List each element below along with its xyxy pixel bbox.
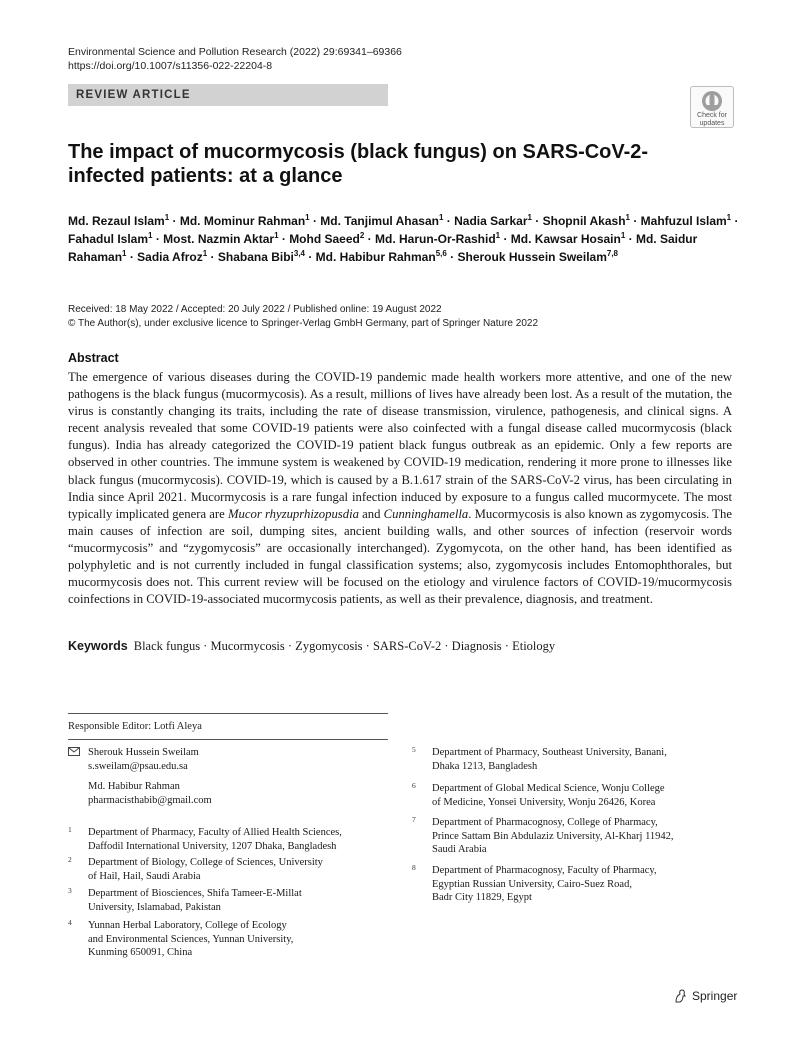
affiliation-line: Prince Sattam Bin Abdulaziz University, Al-Kharj 11942, [432, 830, 674, 842]
affiliation-text [88, 887, 378, 914]
author-affiliation-marker: 5,6 [435, 249, 447, 258]
author-separator: · [278, 232, 290, 246]
author-name[interactable]: Fahadul Islam [68, 232, 149, 246]
affiliation-text [432, 864, 722, 905]
received-accepted-published: Received: 18 May 2022 / Accepted: 20 July 2022 / Published online: 19 August 2022 [68, 304, 442, 315]
author-affiliation-marker: 1 [148, 231, 153, 240]
author-name[interactable]: Nadia Sarkar [454, 214, 528, 228]
keywords-text: Black fungus · Mucormycosis · Zygomycosis · SARS-CoV-2 · Diagnosis · Etiology [133, 639, 556, 653]
author-name[interactable]: Sherouk Hussein Sweilam [457, 250, 607, 264]
author-affiliation-marker: 1 [122, 249, 127, 258]
affiliation-line: Daffodil International University, 1207 Dhaka, Bangladesh [88, 840, 337, 852]
affiliation-line: of Hail, Hail, Saudi Arabia [88, 870, 201, 882]
affiliation-line: Dhaka 1213, Bangladesh [432, 760, 538, 772]
author-separator: · [629, 214, 641, 228]
author-name[interactable]: Md. Saidur Rahaman [68, 232, 698, 264]
springer-horse-icon [674, 989, 687, 1003]
publisher-name: Springer [692, 989, 738, 1003]
copyright-notice: © The Author(s), under exclusive licence to Springer-Verlag GmbH Germany, part of Springer Nature 2022 [68, 318, 538, 329]
affiliation-line: Department of Biosciences, Shifa Tameer-E-Millat [88, 888, 302, 899]
affiliation-text [432, 746, 722, 773]
author-affiliation-marker: 2 [359, 231, 365, 240]
correspondent-name: Sherouk Hussein Sweilam [88, 747, 199, 758]
affiliation-line: Kunming 650091, China [88, 947, 193, 958]
affiliation-text [88, 826, 378, 853]
author-name[interactable]: Md. Tanjimul Ahasan [320, 214, 439, 228]
author-affiliation-marker: 1 [438, 213, 444, 222]
author-list [68, 212, 748, 266]
corresponding-author-2 [88, 780, 378, 807]
article-type-bar: REVIEW ARTICLE [68, 84, 388, 106]
affiliation-line: Saudi Arabia [432, 844, 487, 855]
author-separator: · [305, 250, 316, 264]
author-separator: · [207, 250, 218, 264]
check-updates-icon [701, 90, 723, 112]
author-affiliation-marker: 3,4 [293, 249, 305, 258]
affiliation-line: Department of Biology, College of Sciences, University [88, 857, 323, 868]
affiliation-line: Department of Pharmacognosy, College of Pharmacy, [432, 817, 658, 828]
affiliation-line: Department of Pharmacy, Faculty of Allied Health Sciences, [88, 827, 342, 838]
abstract-text-and: and [358, 506, 384, 521]
author-separator: · [625, 232, 636, 246]
affiliation-line: of Medicine, Yonsei University, Wonju 26426, Korea [432, 796, 656, 808]
author-affiliation-marker: 1 [495, 231, 501, 240]
footnote-right-column [412, 746, 742, 956]
author-affiliation-marker: 1 [305, 213, 310, 222]
author-separator: · [126, 250, 138, 264]
author-separator: · [531, 214, 543, 228]
abstract-heading: Abstract [68, 351, 119, 365]
footnote-left-column [68, 746, 388, 976]
affiliation-line: University, Islamabad, Pakistan [88, 901, 221, 913]
author-separator: · [364, 232, 375, 246]
author-name[interactable]: Md. Kawsar Hosain [510, 232, 621, 246]
publication-dates [68, 303, 748, 331]
author-name[interactable]: Md. Harun-Or-Rashid [375, 232, 496, 246]
publisher-logo [674, 989, 737, 1003]
author-separator: · [309, 214, 321, 228]
abstract-genus-1: Mucor rhyzuprhizopusdia [227, 506, 359, 521]
author-separator: · [443, 214, 455, 228]
affiliation-line: Department of Pharmacy, Southeast University, Banani, [432, 747, 667, 758]
author-affiliation-marker: 1 [202, 249, 208, 258]
corresponding-author [88, 746, 378, 773]
author-affiliation-marker: 1 [527, 213, 532, 222]
author-name[interactable]: Shabana Bibi [217, 250, 294, 264]
author-separator: · [169, 214, 180, 228]
affiliation-number: 7 [412, 815, 416, 824]
author-separator: · [731, 214, 739, 228]
abstract-genus-2: Cunninghamella [383, 506, 469, 521]
author-name[interactable]: Mahfuzul Islam [640, 214, 727, 228]
keywords-label: Keywords [68, 639, 128, 653]
author-affiliation-marker: 1 [625, 213, 630, 222]
author-affiliation-marker: 1 [164, 213, 170, 222]
author-separator: · [446, 250, 458, 264]
article-title: The impact of mucormycosis (black fungus) on SARS-CoV-2-infected patients: at a glance [68, 141, 649, 187]
journal-header [68, 45, 402, 73]
affiliation-line: Egyptian Russian University, Cairo-Suez Road, [432, 878, 632, 890]
author-affiliation-marker: 7,8 [606, 249, 618, 258]
affiliation-line: and Environmental Sciences, Yunnan University, [88, 933, 294, 945]
author-affiliation-marker: 1 [620, 231, 626, 240]
responsible-editor: Responsible Editor: Lotfi Aleya [68, 721, 202, 732]
envelope-icon [68, 747, 80, 756]
author-name[interactable]: Sadia Afroz [137, 250, 203, 264]
affiliation-number: 4 [68, 918, 72, 927]
check-updates-label: Check for [697, 112, 727, 119]
abstract-text-2: . Mucormycosis is also known as zygomycosis. The main causes of infection are soil, dumping sites, ancient building walls, and other sources of infection (reservoir words “mucormycosis” and “zygomycosis” are occasionally interchanged). Zygomycota, on the other hand, has been identified as polyphyletic and is not currently included in fungal classification systems; also, zygomycosis includes Entomophthorales, but mucormycosis does not. This current review will be focused on the etiology and virulence factors of COVID-19/mucormycosis coinfections in COVID-19-associated mucormycosis patients, as well as their prevalence, diagnosis, and treatment. [68, 506, 732, 607]
author-name[interactable]: Md. Rezaul Islam [68, 214, 165, 228]
doi-link[interactable]: https://doi.org/10.1007/s11356-022-22204-8 [68, 60, 273, 72]
author-name[interactable]: Shopnil Akash [542, 214, 626, 228]
affiliation-number: 3 [68, 886, 72, 895]
author-name[interactable]: Mohd Saeed [289, 232, 360, 246]
affiliation-text [88, 919, 378, 960]
affiliation-text [88, 856, 378, 883]
author-separator: · [152, 232, 164, 246]
author-affiliation-marker: 1 [726, 213, 732, 222]
affiliation-line: Department of Global Medical Science, Wonju College [432, 783, 665, 794]
affiliation-number: 6 [412, 781, 416, 790]
correspondent-email[interactable]: s.sweilam@psau.edu.sa [88, 760, 188, 772]
affiliation-line: Badr City 11829, Egypt [432, 892, 532, 903]
check-updates-label-2: updates [699, 119, 725, 127]
affiliation-number: 5 [412, 745, 416, 754]
affiliation-line: Department of Pharmacognosy, Faculty of Pharmacy, [432, 865, 657, 876]
footnote-divider-2 [68, 739, 388, 740]
correspondent-name: Md. Habibur Rahman [88, 781, 180, 792]
abstract-body [68, 369, 732, 608]
author-name[interactable]: Md. Mominur Rahman [179, 214, 306, 228]
affiliation-line: Yunnan Herbal Laboratory, College of Ecology [88, 920, 287, 931]
author-name[interactable]: Most. Nazmin Aktar [163, 232, 275, 246]
author-separator: · [500, 232, 511, 246]
correspondent-email[interactable]: pharmacisthabib@gmail.com [88, 794, 212, 806]
affiliation-text [432, 782, 722, 809]
keywords-line [68, 637, 732, 655]
author-name[interactable]: Md. Habibur Rahman [315, 250, 436, 264]
author-affiliation-marker: 1 [274, 231, 279, 240]
journal-citation: Environmental Science and Pollution Research (2022) 29:69341–69366 [68, 46, 402, 58]
check-for-updates-button[interactable] [690, 86, 734, 128]
abstract-text-1: The emergence of various diseases during the COVID-19 pandemic made health workers more attentive, and one of the new pathogens is the black fungus (mucormycosis). As a result, millions of lives have already been lost. As a result of the mutation, the virus is constantly changing its traits, including the rate of disease transmission, virulence, pathogenesis, and clinical signs. A recent analysis revealed that some COVID-19 patients were also coinfected with a fungal disease called mucormycosis (black fungus). India has already categorized the COVID-19 patient black fungus outbreak as an epidemic. Only a few reports are observed in other countries. The immune system is weakened by COVID-19 medication, rendering it more prone to illnesses like black fungus (mucormycosis). COVID-19, which is caused by a B.1.617 strain of the SARS-CoV-2 virus, has been circulating in India since April 2021. Mucormycosis is a rare fungal infection induced by exposure to a fungus called mucormycete. The most typically implicated genera are [68, 370, 732, 521]
affiliation-text [432, 816, 722, 857]
affiliation-number: 2 [68, 855, 72, 864]
affiliation-number: 8 [412, 863, 416, 872]
footnote-divider [68, 713, 388, 714]
affiliation-number: 1 [68, 825, 72, 834]
